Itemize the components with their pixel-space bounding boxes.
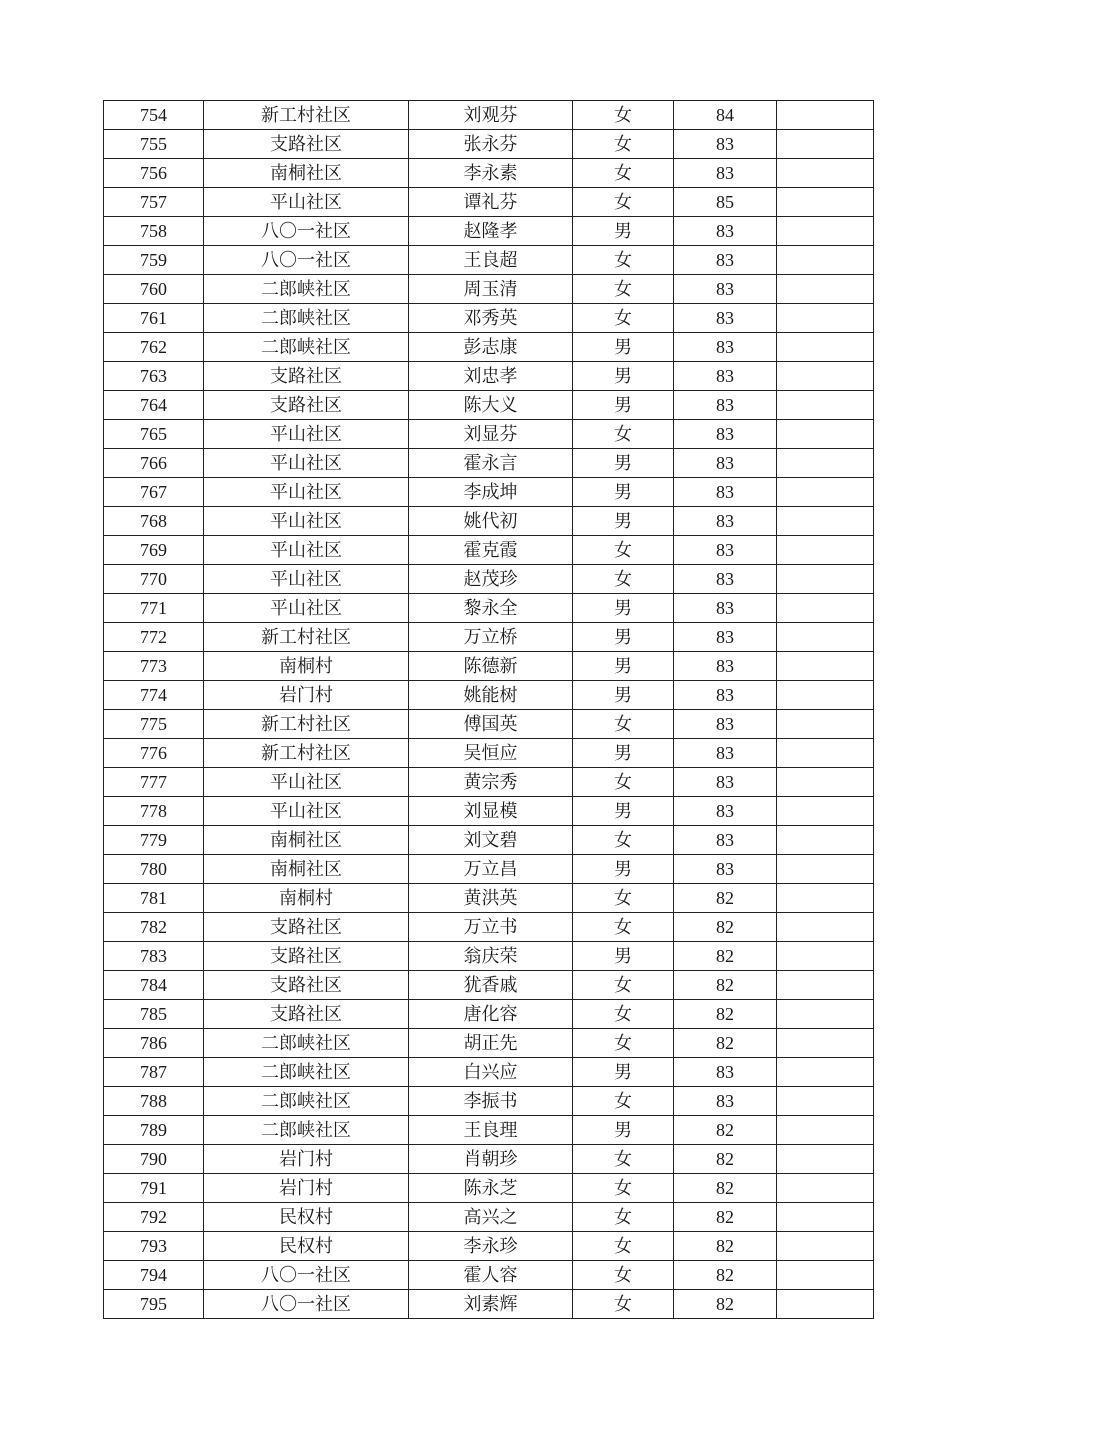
cell-gender: 男 — [573, 333, 674, 362]
cell-community: 平山社区 — [204, 594, 409, 623]
cell-person-name: 黄洪英 — [409, 884, 573, 913]
cell-community: 八〇一社区 — [204, 1290, 409, 1319]
cell-age: 82 — [674, 1029, 777, 1058]
cell-community: 岩门村 — [204, 1174, 409, 1203]
cell-community: 平山社区 — [204, 188, 409, 217]
cell-age: 82 — [674, 1261, 777, 1290]
table-row — [104, 913, 874, 942]
cell-gender: 男 — [573, 652, 674, 681]
cell-age: 83 — [674, 449, 777, 478]
table-row — [104, 246, 874, 275]
cell-gender: 女 — [573, 1203, 674, 1232]
cell-community: 新工村社区 — [204, 710, 409, 739]
cell-community: 二郎峡社区 — [204, 1087, 409, 1116]
table-row — [104, 1290, 874, 1319]
cell-community: 八〇一社区 — [204, 217, 409, 246]
cell-community: 岩门村 — [204, 681, 409, 710]
cell-community: 新工村社区 — [204, 739, 409, 768]
cell-gender: 女 — [573, 188, 674, 217]
cell-community: 二郎峡社区 — [204, 275, 409, 304]
cell-row-number: 761 — [104, 304, 204, 333]
cell-note — [777, 1290, 874, 1319]
cell-gender: 女 — [573, 826, 674, 855]
table-row — [104, 710, 874, 739]
cell-community: 平山社区 — [204, 768, 409, 797]
cell-age: 83 — [674, 159, 777, 188]
cell-age: 83 — [674, 246, 777, 275]
table-row — [104, 681, 874, 710]
cell-person-name: 陈大义 — [409, 391, 573, 420]
cell-age: 83 — [674, 1087, 777, 1116]
cell-note — [777, 362, 874, 391]
cell-note — [777, 246, 874, 275]
cell-note — [777, 333, 874, 362]
cell-gender: 女 — [573, 246, 674, 275]
cell-note — [777, 449, 874, 478]
cell-person-name: 肖朝珍 — [409, 1145, 573, 1174]
cell-community: 支路社区 — [204, 1000, 409, 1029]
cell-row-number: 775 — [104, 710, 204, 739]
cell-note — [777, 652, 874, 681]
cell-age: 82 — [674, 1116, 777, 1145]
cell-note — [777, 681, 874, 710]
cell-age: 83 — [674, 710, 777, 739]
cell-gender: 女 — [573, 1029, 674, 1058]
cell-note — [777, 507, 874, 536]
cell-note — [777, 623, 874, 652]
cell-note — [777, 1058, 874, 1087]
cell-person-name: 霍克霞 — [409, 536, 573, 565]
cell-age: 83 — [674, 304, 777, 333]
cell-person-name: 姚代初 — [409, 507, 573, 536]
cell-age: 82 — [674, 1232, 777, 1261]
table-row — [104, 1203, 874, 1232]
cell-age: 82 — [674, 1290, 777, 1319]
cell-note — [777, 710, 874, 739]
cell-age: 83 — [674, 826, 777, 855]
cell-gender: 女 — [573, 1232, 674, 1261]
cell-note — [777, 913, 874, 942]
cell-note — [777, 971, 874, 1000]
cell-community: 新工村社区 — [204, 623, 409, 652]
cell-community: 支路社区 — [204, 391, 409, 420]
cell-age: 83 — [674, 565, 777, 594]
table-row — [104, 304, 874, 333]
cell-gender: 女 — [573, 1000, 674, 1029]
cell-gender: 女 — [573, 275, 674, 304]
cell-note — [777, 130, 874, 159]
cell-gender: 女 — [573, 710, 674, 739]
cell-person-name: 万立昌 — [409, 855, 573, 884]
cell-row-number: 755 — [104, 130, 204, 159]
cell-person-name: 傅国英 — [409, 710, 573, 739]
cell-row-number: 794 — [104, 1261, 204, 1290]
table-row — [104, 855, 874, 884]
cell-age: 85 — [674, 188, 777, 217]
cell-note — [777, 478, 874, 507]
table-row — [104, 420, 874, 449]
cell-age: 83 — [674, 478, 777, 507]
cell-note — [777, 1029, 874, 1058]
cell-row-number: 791 — [104, 1174, 204, 1203]
cell-row-number: 789 — [104, 1116, 204, 1145]
cell-community: 南桐村 — [204, 652, 409, 681]
cell-note — [777, 739, 874, 768]
cell-row-number: 786 — [104, 1029, 204, 1058]
table-row — [104, 275, 874, 304]
cell-gender: 女 — [573, 884, 674, 913]
table-body — [104, 101, 874, 1319]
cell-note — [777, 797, 874, 826]
table-row — [104, 739, 874, 768]
table-row — [104, 768, 874, 797]
table-row — [104, 101, 874, 130]
cell-row-number: 774 — [104, 681, 204, 710]
cell-note — [777, 536, 874, 565]
cell-person-name: 霍永言 — [409, 449, 573, 478]
cell-row-number: 754 — [104, 101, 204, 130]
cell-person-name: 周玉清 — [409, 275, 573, 304]
cell-gender: 男 — [573, 855, 674, 884]
cell-community: 民权村 — [204, 1232, 409, 1261]
cell-community: 二郎峡社区 — [204, 304, 409, 333]
cell-age: 82 — [674, 1174, 777, 1203]
cell-note — [777, 594, 874, 623]
cell-person-name: 胡正先 — [409, 1029, 573, 1058]
table-row — [104, 797, 874, 826]
cell-age: 83 — [674, 130, 777, 159]
cell-person-name: 邓秀英 — [409, 304, 573, 333]
cell-person-name: 姚能树 — [409, 681, 573, 710]
cell-age: 82 — [674, 913, 777, 942]
cell-community: 二郎峡社区 — [204, 1116, 409, 1145]
cell-age: 83 — [674, 739, 777, 768]
cell-age: 83 — [674, 681, 777, 710]
cell-person-name: 高兴之 — [409, 1203, 573, 1232]
cell-age: 82 — [674, 942, 777, 971]
table-row — [104, 1116, 874, 1145]
table-row — [104, 333, 874, 362]
table-row — [104, 884, 874, 913]
cell-person-name: 谭礼芬 — [409, 188, 573, 217]
cell-person-name: 陈德新 — [409, 652, 573, 681]
table-row — [104, 507, 874, 536]
cell-row-number: 760 — [104, 275, 204, 304]
cell-note — [777, 768, 874, 797]
cell-person-name: 万立书 — [409, 913, 573, 942]
residents-table-container — [103, 100, 874, 1319]
cell-person-name: 刘显芬 — [409, 420, 573, 449]
table-row — [104, 565, 874, 594]
cell-community: 八〇一社区 — [204, 246, 409, 275]
cell-person-name: 赵茂珍 — [409, 565, 573, 594]
cell-row-number: 776 — [104, 739, 204, 768]
cell-community: 支路社区 — [204, 130, 409, 159]
cell-person-name: 刘显模 — [409, 797, 573, 826]
cell-row-number: 758 — [104, 217, 204, 246]
cell-person-name: 唐化容 — [409, 1000, 573, 1029]
cell-community: 平山社区 — [204, 565, 409, 594]
cell-gender: 男 — [573, 797, 674, 826]
cell-gender: 女 — [573, 1290, 674, 1319]
cell-person-name: 彭志康 — [409, 333, 573, 362]
cell-row-number: 784 — [104, 971, 204, 1000]
cell-row-number: 757 — [104, 188, 204, 217]
cell-age: 83 — [674, 623, 777, 652]
cell-community: 平山社区 — [204, 420, 409, 449]
table-row — [104, 1174, 874, 1203]
cell-person-name: 李成坤 — [409, 478, 573, 507]
cell-person-name: 王良理 — [409, 1116, 573, 1145]
cell-row-number: 787 — [104, 1058, 204, 1087]
table-row — [104, 1261, 874, 1290]
cell-person-name: 万立桥 — [409, 623, 573, 652]
cell-note — [777, 884, 874, 913]
cell-age: 83 — [674, 652, 777, 681]
cell-community: 岩门村 — [204, 1145, 409, 1174]
cell-gender: 男 — [573, 594, 674, 623]
cell-gender: 女 — [573, 101, 674, 130]
cell-age: 82 — [674, 1203, 777, 1232]
cell-gender: 女 — [573, 1145, 674, 1174]
cell-gender: 女 — [573, 913, 674, 942]
cell-age: 83 — [674, 362, 777, 391]
cell-note — [777, 1174, 874, 1203]
cell-gender: 男 — [573, 217, 674, 246]
cell-person-name: 张永芬 — [409, 130, 573, 159]
cell-row-number: 785 — [104, 1000, 204, 1029]
table-row — [104, 1145, 874, 1174]
cell-community: 平山社区 — [204, 449, 409, 478]
cell-note — [777, 188, 874, 217]
cell-community: 南桐社区 — [204, 826, 409, 855]
cell-gender: 女 — [573, 565, 674, 594]
cell-gender: 女 — [573, 1261, 674, 1290]
cell-note — [777, 1000, 874, 1029]
cell-person-name: 黄宗秀 — [409, 768, 573, 797]
cell-age: 83 — [674, 217, 777, 246]
residents-table — [103, 100, 874, 1319]
cell-person-name: 吴恒应 — [409, 739, 573, 768]
cell-row-number: 763 — [104, 362, 204, 391]
cell-gender: 男 — [573, 681, 674, 710]
table-row — [104, 1087, 874, 1116]
cell-gender: 男 — [573, 1116, 674, 1145]
table-row — [104, 652, 874, 681]
cell-person-name: 刘忠孝 — [409, 362, 573, 391]
cell-age: 83 — [674, 420, 777, 449]
table-row — [104, 623, 874, 652]
cell-age: 82 — [674, 971, 777, 1000]
cell-note — [777, 1232, 874, 1261]
cell-age: 83 — [674, 507, 777, 536]
cell-row-number: 783 — [104, 942, 204, 971]
cell-age: 83 — [674, 797, 777, 826]
cell-gender: 男 — [573, 1058, 674, 1087]
cell-row-number: 782 — [104, 913, 204, 942]
cell-age: 83 — [674, 855, 777, 884]
cell-note — [777, 855, 874, 884]
cell-gender: 男 — [573, 391, 674, 420]
cell-person-name: 黎永全 — [409, 594, 573, 623]
cell-age: 83 — [674, 594, 777, 623]
cell-gender: 女 — [573, 420, 674, 449]
cell-community: 二郎峡社区 — [204, 333, 409, 362]
cell-person-name: 李振书 — [409, 1087, 573, 1116]
cell-gender: 男 — [573, 507, 674, 536]
cell-community: 二郎峡社区 — [204, 1029, 409, 1058]
cell-gender: 男 — [573, 623, 674, 652]
cell-gender: 男 — [573, 739, 674, 768]
cell-row-number: 790 — [104, 1145, 204, 1174]
cell-community: 平山社区 — [204, 536, 409, 565]
cell-note — [777, 565, 874, 594]
cell-note — [777, 1145, 874, 1174]
cell-row-number: 767 — [104, 478, 204, 507]
cell-age: 83 — [674, 768, 777, 797]
cell-community: 民权村 — [204, 1203, 409, 1232]
table-row — [104, 594, 874, 623]
cell-note — [777, 1261, 874, 1290]
cell-gender: 女 — [573, 130, 674, 159]
cell-note — [777, 275, 874, 304]
cell-person-name: 翁庆荣 — [409, 942, 573, 971]
cell-person-name: 李永素 — [409, 159, 573, 188]
cell-gender: 女 — [573, 536, 674, 565]
cell-gender: 女 — [573, 971, 674, 1000]
cell-gender: 女 — [573, 304, 674, 333]
table-row — [104, 1029, 874, 1058]
table-row — [104, 188, 874, 217]
cell-person-name: 刘文碧 — [409, 826, 573, 855]
cell-person-name: 刘观芬 — [409, 101, 573, 130]
cell-row-number: 765 — [104, 420, 204, 449]
cell-community: 新工村社区 — [204, 101, 409, 130]
table-row — [104, 1058, 874, 1087]
table-row — [104, 1232, 874, 1261]
cell-note — [777, 101, 874, 130]
cell-community: 南桐社区 — [204, 159, 409, 188]
cell-age: 83 — [674, 536, 777, 565]
table-row — [104, 1000, 874, 1029]
cell-note — [777, 1116, 874, 1145]
cell-row-number: 781 — [104, 884, 204, 913]
cell-age: 82 — [674, 884, 777, 913]
cell-person-name: 赵隆孝 — [409, 217, 573, 246]
cell-row-number: 771 — [104, 594, 204, 623]
cell-person-name: 陈永芝 — [409, 1174, 573, 1203]
table-row — [104, 449, 874, 478]
cell-row-number: 793 — [104, 1232, 204, 1261]
cell-row-number: 792 — [104, 1203, 204, 1232]
cell-row-number: 788 — [104, 1087, 204, 1116]
cell-gender: 女 — [573, 159, 674, 188]
cell-gender: 女 — [573, 1087, 674, 1116]
cell-community: 支路社区 — [204, 971, 409, 1000]
cell-person-name: 王良超 — [409, 246, 573, 275]
cell-row-number: 773 — [104, 652, 204, 681]
cell-gender: 女 — [573, 768, 674, 797]
cell-gender: 男 — [573, 478, 674, 507]
cell-person-name: 刘素辉 — [409, 1290, 573, 1319]
table-row — [104, 478, 874, 507]
cell-community: 平山社区 — [204, 797, 409, 826]
table-row — [104, 391, 874, 420]
table-row — [104, 826, 874, 855]
cell-community: 南桐村 — [204, 884, 409, 913]
table-row — [104, 130, 874, 159]
cell-person-name: 白兴应 — [409, 1058, 573, 1087]
cell-person-name: 霍人容 — [409, 1261, 573, 1290]
cell-note — [777, 391, 874, 420]
cell-age: 84 — [674, 101, 777, 130]
cell-gender: 女 — [573, 1174, 674, 1203]
cell-community: 二郎峡社区 — [204, 1058, 409, 1087]
cell-row-number: 779 — [104, 826, 204, 855]
cell-age: 83 — [674, 1058, 777, 1087]
cell-note — [777, 1203, 874, 1232]
cell-community: 南桐社区 — [204, 855, 409, 884]
cell-age: 83 — [674, 275, 777, 304]
cell-community: 支路社区 — [204, 913, 409, 942]
table-row — [104, 942, 874, 971]
cell-note — [777, 942, 874, 971]
cell-note — [777, 159, 874, 188]
table-row — [104, 362, 874, 391]
cell-row-number: 762 — [104, 333, 204, 362]
table-row — [104, 217, 874, 246]
cell-person-name: 李永珍 — [409, 1232, 573, 1261]
table-row — [104, 159, 874, 188]
table-row — [104, 971, 874, 1000]
cell-age: 82 — [674, 1145, 777, 1174]
cell-gender: 男 — [573, 362, 674, 391]
cell-row-number: 768 — [104, 507, 204, 536]
cell-community: 平山社区 — [204, 507, 409, 536]
cell-row-number: 756 — [104, 159, 204, 188]
cell-age: 82 — [674, 1000, 777, 1029]
cell-community: 八〇一社区 — [204, 1261, 409, 1290]
cell-note — [777, 217, 874, 246]
cell-row-number: 769 — [104, 536, 204, 565]
cell-row-number: 764 — [104, 391, 204, 420]
cell-age: 83 — [674, 391, 777, 420]
cell-row-number: 770 — [104, 565, 204, 594]
cell-community: 支路社区 — [204, 942, 409, 971]
cell-row-number: 778 — [104, 797, 204, 826]
table-row — [104, 536, 874, 565]
cell-age: 83 — [674, 333, 777, 362]
cell-row-number: 766 — [104, 449, 204, 478]
cell-note — [777, 304, 874, 333]
cell-gender: 男 — [573, 449, 674, 478]
cell-row-number: 777 — [104, 768, 204, 797]
cell-row-number: 772 — [104, 623, 204, 652]
cell-note — [777, 420, 874, 449]
cell-row-number: 759 — [104, 246, 204, 275]
cell-person-name: 犹香戚 — [409, 971, 573, 1000]
cell-note — [777, 1087, 874, 1116]
cell-row-number: 780 — [104, 855, 204, 884]
cell-community: 支路社区 — [204, 362, 409, 391]
cell-community: 平山社区 — [204, 478, 409, 507]
cell-gender: 男 — [573, 942, 674, 971]
cell-row-number: 795 — [104, 1290, 204, 1319]
cell-note — [777, 826, 874, 855]
